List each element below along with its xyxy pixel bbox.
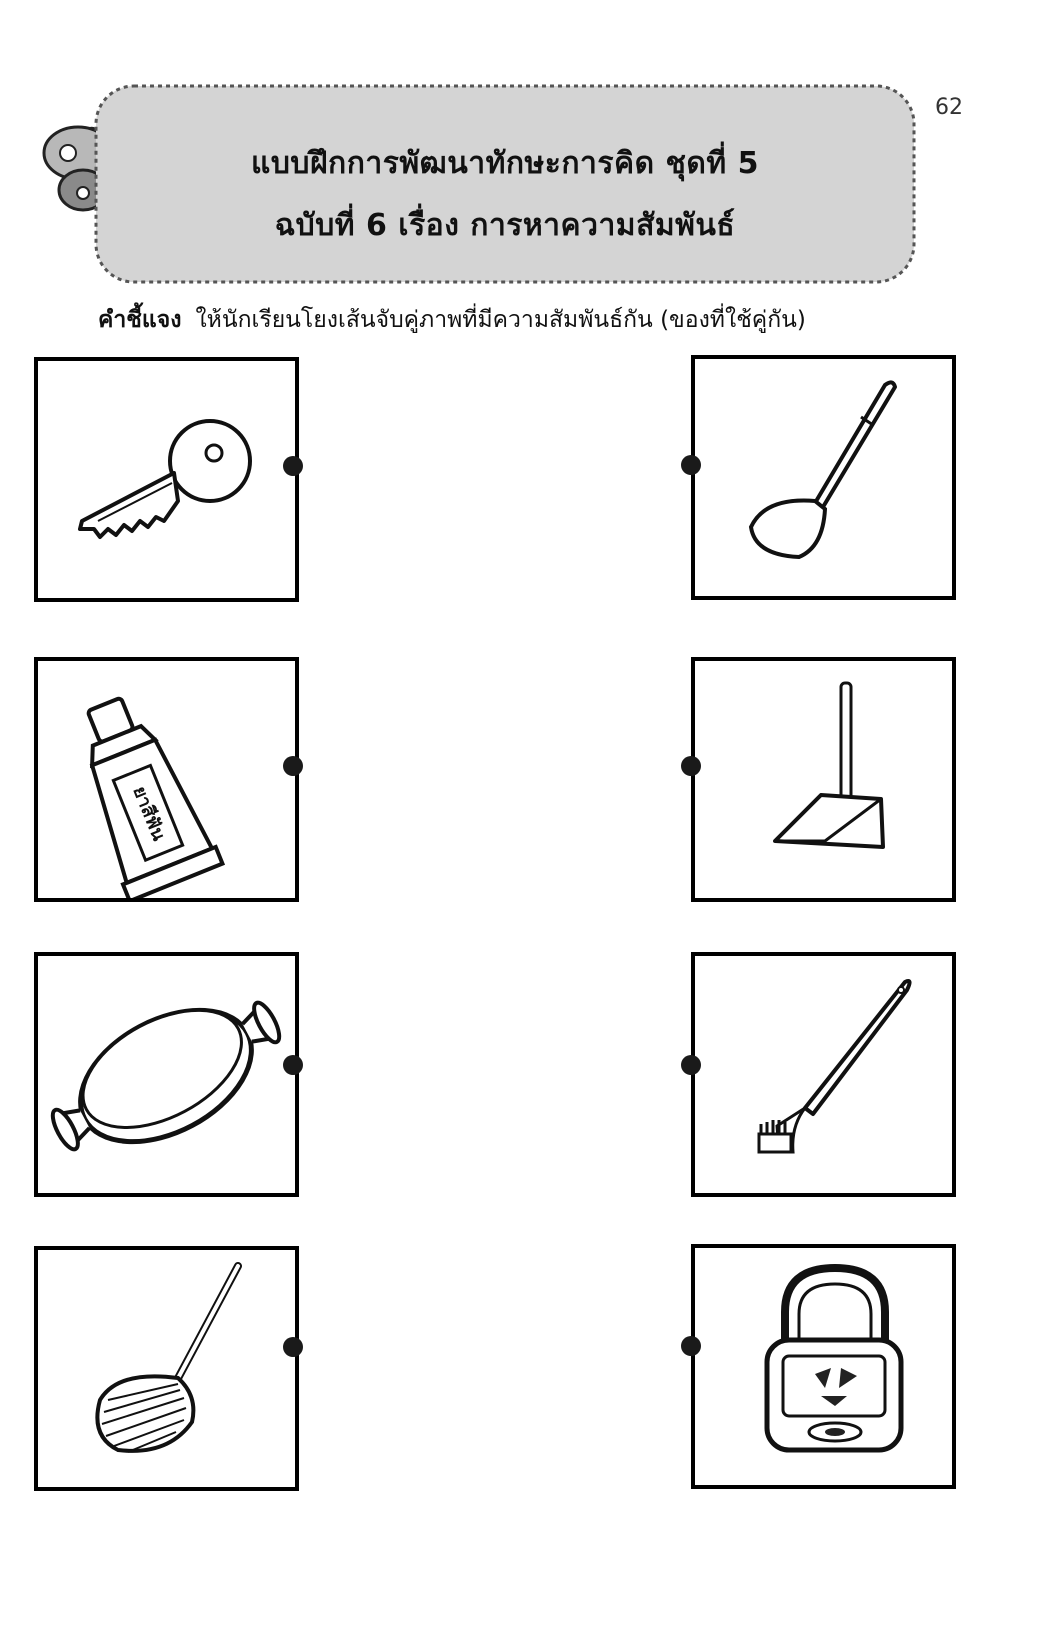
card-toothbrush [691, 952, 956, 1197]
feather-duster-icon [38, 1250, 295, 1487]
match-dot-right-4[interactable] [681, 1336, 701, 1356]
match-dot-left-4[interactable] [283, 1337, 303, 1357]
card-ladle [691, 355, 956, 600]
instruction-text: ให้นักเรียนโยงเส้นจับคู่ภาพที่มีความสัมพันธ์กัน (ของที่ใช้คู่กัน) [195, 307, 806, 333]
toothbrush-icon [695, 956, 952, 1193]
match-dot-right-1[interactable] [681, 455, 701, 475]
ladle-icon [695, 359, 952, 596]
key-icon [38, 361, 295, 598]
instruction [98, 302, 806, 338]
card-padlock [691, 1244, 956, 1489]
page-title: แบบฝึกการพัฒนาทักษะการคิด ชุดที่ 5 [251, 146, 759, 181]
match-dot-right-2[interactable] [681, 756, 701, 776]
match-dot-left-1[interactable] [283, 456, 303, 476]
card-pan [34, 952, 299, 1197]
card-toothpaste [34, 657, 299, 902]
toothpaste-icon [38, 661, 295, 898]
match-dot-right-3[interactable] [681, 1055, 701, 1075]
match-dot-left-3[interactable] [283, 1055, 303, 1075]
card-key [34, 357, 299, 602]
page-number: 62 [935, 95, 963, 120]
title-banner [90, 82, 920, 292]
dustpan-icon [695, 661, 952, 898]
page-subtitle: ฉบับที่ 6 เรื่อง การหาความสัมพันธ์ [274, 208, 736, 243]
toothpaste-label: ยาสีฟัน [128, 783, 170, 844]
pan-icon [38, 956, 295, 1193]
instruction-label: คำชี้แจง [98, 307, 182, 333]
match-dot-left-2[interactable] [283, 756, 303, 776]
padlock-icon [695, 1248, 952, 1485]
card-feather-duster [34, 1246, 299, 1491]
card-dustpan [691, 657, 956, 902]
